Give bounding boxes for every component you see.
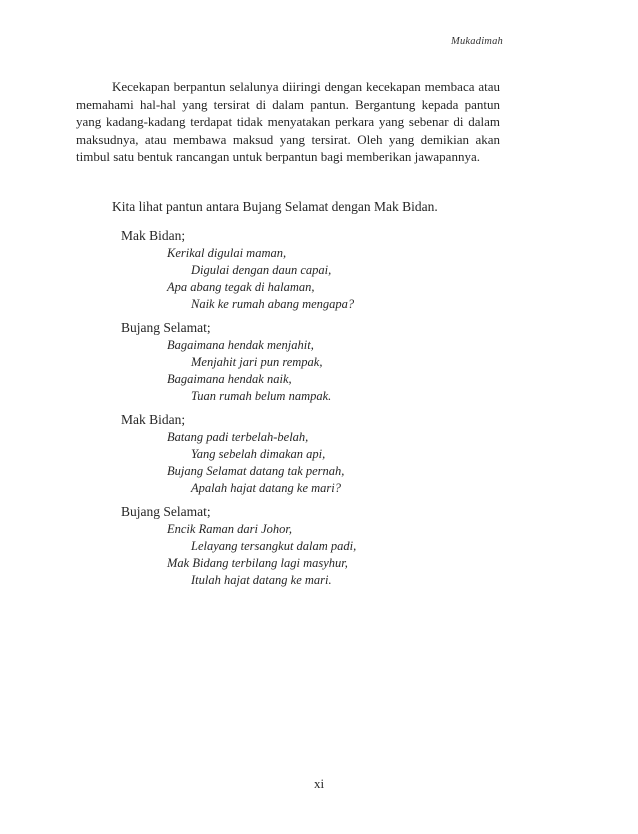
verse-line: Bujang Selamat datang tak pernah, [167, 464, 345, 478]
body-paragraph-block [76, 78, 500, 166]
page-number: xi [313, 776, 325, 791]
pantun-stanza [121, 503, 451, 589]
speaker-label: Mak Bidan; [121, 228, 186, 243]
speaker-label: Mak Bidan; [121, 412, 186, 427]
verse-line: Digulai dengan daun capai, [191, 263, 332, 277]
speaker-label: Bujang Selamat; [121, 320, 211, 335]
pantun-stanza [121, 411, 451, 497]
verse-line: Apalah hajat datang ke mari? [191, 481, 341, 495]
pantun-stanza [121, 227, 451, 313]
verse-line: Mak Bidang terbilang lagi masyhur, [167, 556, 348, 570]
verse-line: Bagaimana hendak naik, [167, 372, 292, 386]
intro-sentence: Kita lihat pantun antara Bujang Selamat dengan Mak Bidan. [112, 199, 438, 214]
verse-line: Encik Raman dari Johor, [167, 522, 292, 536]
body-paragraph: Kecekapan berpantun selalunya diiringi dengan kecekapan membaca atau memahami hal-hal yang tersirat di dalam pantun. Bergantung kepada pantun yang kadang-kadang terdapat tidak menyatakan perkara yang sebenar di dalam maksudnya, atau membawa maksud yang tersirat. Oleh yang demikian akan timbul satu bentuk rancangan untuk berpantun bagi memberikan jawapannya. [76, 79, 500, 165]
verse-line: Bagaimana hendak menjahit, [167, 338, 314, 352]
verse-line: Menjahit jari pun rempak, [191, 355, 323, 369]
verse-line: Tuan rumah belum nampak. [191, 389, 332, 403]
verse-line: Batang padi terbelah-belah, [167, 430, 309, 444]
verse-line: Lelayang tersangkut dalam padi, [191, 539, 357, 553]
running-header-title: Mukadimah [451, 36, 503, 47]
pantun-stanza [121, 319, 451, 405]
verse-line: Apa abang tegak di halaman, [167, 280, 315, 294]
verse-line: Naik ke rumah abang mengapa? [191, 297, 355, 311]
verse-line: Kerikal digulai maman, [167, 246, 287, 260]
verse-line: Yang sebelah dimakan api, [191, 447, 326, 461]
speaker-label: Bujang Selamat; [121, 504, 211, 519]
verse-line: Itulah hajat datang ke mari. [191, 573, 332, 587]
